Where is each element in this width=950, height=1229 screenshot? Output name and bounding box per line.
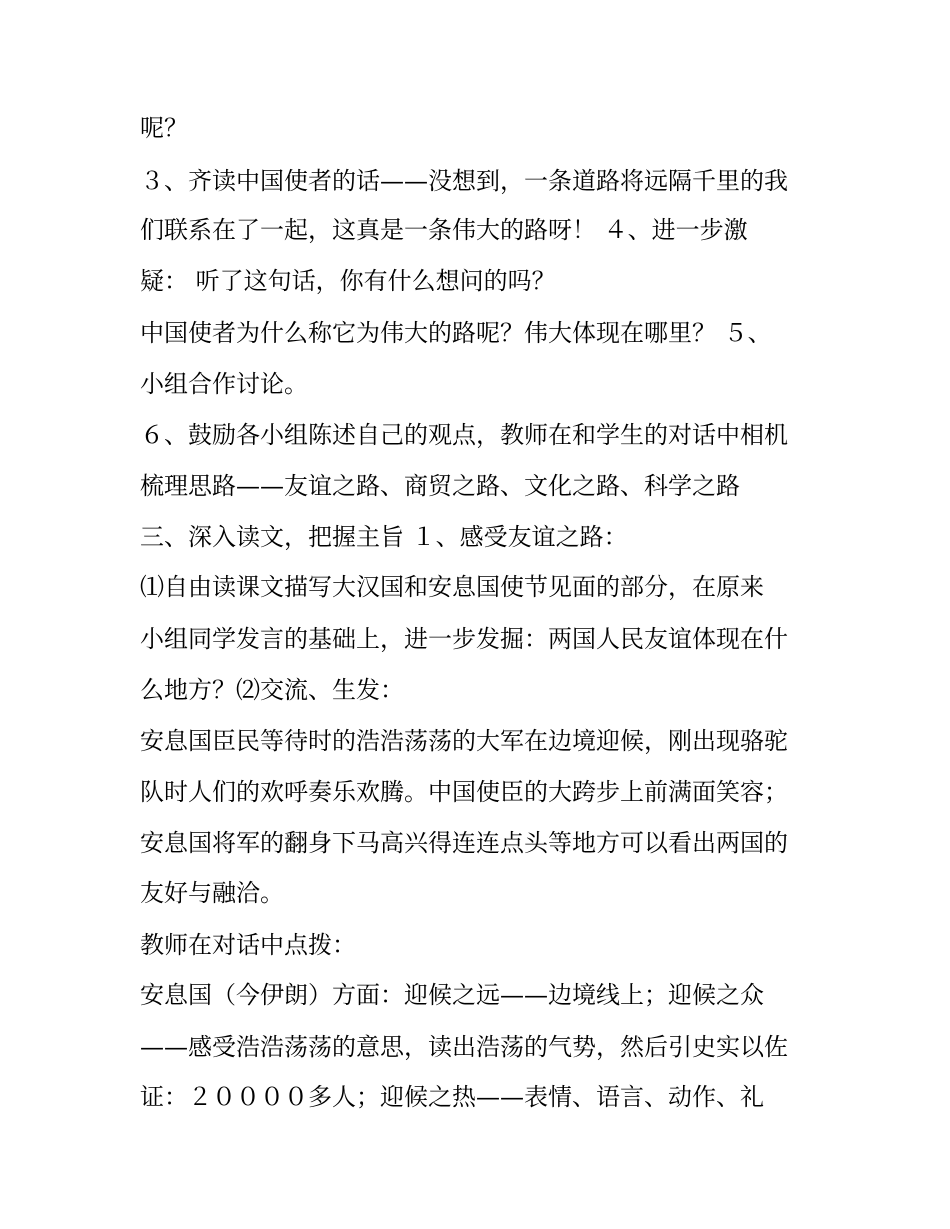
text-line: ⑴自由读课文描写大汉国和安息国使节见面的部分，在原来 (140, 573, 764, 601)
text-line: ６、鼓励各小组陈述自己的观点，教师在和学生的对话中相机 (140, 421, 788, 449)
text-line: ３、齐读中国使者的话——没想到，一条道路将远隔千里的我 (140, 167, 788, 195)
text-line: 队时人们的欢呼奏乐欢腾。中国使臣的大跨步上前满面笑容； (140, 778, 788, 806)
text-line: 小组合作讨论。 (140, 370, 308, 398)
text-line: 中国使者为什么称它为伟大的路呢？伟大体现在哪里？ ５、 (140, 319, 772, 347)
text-line: 安息国（今伊朗）方面：迎候之远——边境线上；迎候之众 (140, 981, 764, 1009)
text-line: 梳理思路——友谊之路、商贸之路、文化之路、科学之路 (140, 472, 740, 500)
text-line: 们联系在了一起，这真是一条伟大的路呀！ ４、进一步激 (140, 216, 748, 244)
text-line: 小组同学发言的基础上，进一步发掘：两国人民友谊体现在什 (140, 625, 788, 653)
text-line: 呢？ (140, 114, 188, 142)
text-line: 友好与融洽。 (140, 879, 284, 907)
text-line: 三、深入读文，把握主旨 １、感受友谊之路： (140, 523, 628, 551)
text-line: 疑： 听了这句话，你有什么想问的吗？ (140, 267, 556, 295)
text-line: ——感受浩浩荡荡的意思，读出浩荡的气势，然后引史实以佐 (140, 1033, 788, 1061)
text-line: 安息国臣民等待时的浩浩荡荡的大军在边境迎候，刚出现骆驼 (140, 727, 788, 755)
text-line: 教师在对话中点拨： (140, 931, 356, 959)
text-line: 么地方？⑵交流、生发： (140, 676, 404, 704)
text-line: 安息国将军的翻身下马高兴得连连点头等地方可以看出两国的 (140, 829, 788, 857)
text-line: 证：２００００多人；迎候之热——表情、语言、动作、礼 (140, 1083, 764, 1111)
